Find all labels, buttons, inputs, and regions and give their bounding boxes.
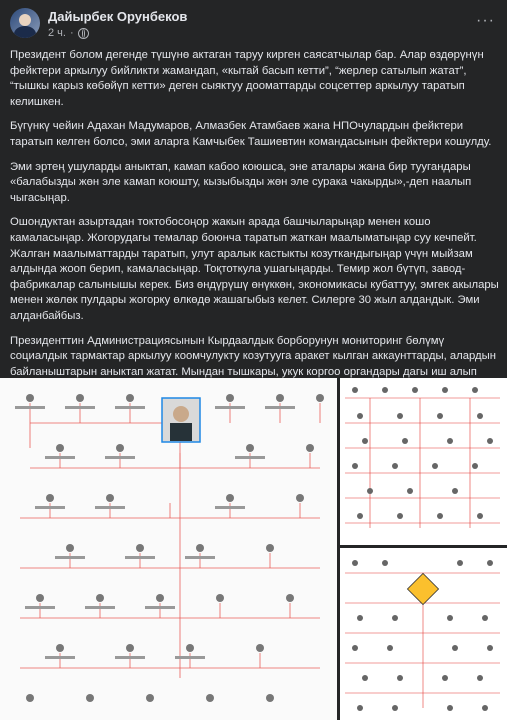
network-diagram-illustration: [340, 548, 507, 720]
post-time[interactable]: 2 ч.: [48, 27, 66, 39]
network-diagram-image-3[interactable]: [340, 548, 507, 720]
post-paragraph-last: Президенттин Администрациясынын Кырдаалдык борборунун мониторинг бөлүмү социалдык тармактар аркылуу коомчулукту козутууга аракет кылган аккаунттарды, алардын байланыштарын аныктап жатат. Мындан тышкары, укук коргоо органдары дагы иш алып: [10, 334, 500, 412]
network-diagram-image-2[interactable]: [340, 378, 507, 545]
post-images: [0, 378, 507, 720]
post-meta: 2 ч. ·: [48, 27, 89, 39]
network-diagram-illustration: [340, 378, 507, 545]
public-globe-icon: [78, 28, 89, 39]
network-diagram-image-main[interactable]: [0, 378, 337, 720]
post-paragraph: Президент болом дегенде түшүнө актаган таруу кирген саясатчылар бар. Алар өздөрүнүн фейктери аркылуу бийликти жамандап, «кытай басып кетти”, “жерлер сатылып жатат”, “тышкы карыз көбөйүп кетти» деген сыяктуу дооматтарды соцсеттер аркылуу таратып келишкен.: [10, 49, 484, 108]
network-diagram-illustration: [0, 378, 337, 720]
author-name[interactable]: Дайырбек Орунбеков: [48, 9, 188, 24]
post-paragraph: Бүгүнкү чейин Адахан Мадумаров, Алмазбек Атамбаев жана НПОчулардын фейктери таратып келген болсо, эми аларга Камчыбек Ташиевтин командасынын фейктери кошулду.: [10, 120, 492, 148]
post-header: [0, 0, 507, 46]
author-avatar[interactable]: [10, 8, 40, 38]
post-paragraph: Ошондуктан азыртадан токтобосоңор жакын арада башчыларыңар менен кошо камаласыңар. Жогорудагы темалар боюнча таратып жаткан маалыматыңар суу кечпейт. Жалган маалыматтарды таратып, улут аралык кастыкты козуткандыгыңар үчүн мыйзам алдында жооп берип, камаласыңар. Тоқтоткула ушагыңарды. Темир жол бүтүп, завод-фабрикалар салынышы керек. Биз өндүрүшү өнүккөн, экономикасы кубаттуу, эмгек акылары менен жөлөк пулдары жогорку өлкөдө жашагыбыз келет. Силерге 30 жыл алдандык. Эми алданбайбыз.: [10, 216, 499, 322]
post-paragraph: Эми эртең ушуларды аныктап, камап кабоо коюшса, эне аталары жана бир туугандары «балабызды жөн эле камап коюшту, кызыбызды жөн эле сурака чакырды»,-деп наалып чыгасыңар.: [10, 160, 472, 204]
more-options-button[interactable]: ···: [476, 12, 495, 29]
post-text: [10, 48, 500, 420]
